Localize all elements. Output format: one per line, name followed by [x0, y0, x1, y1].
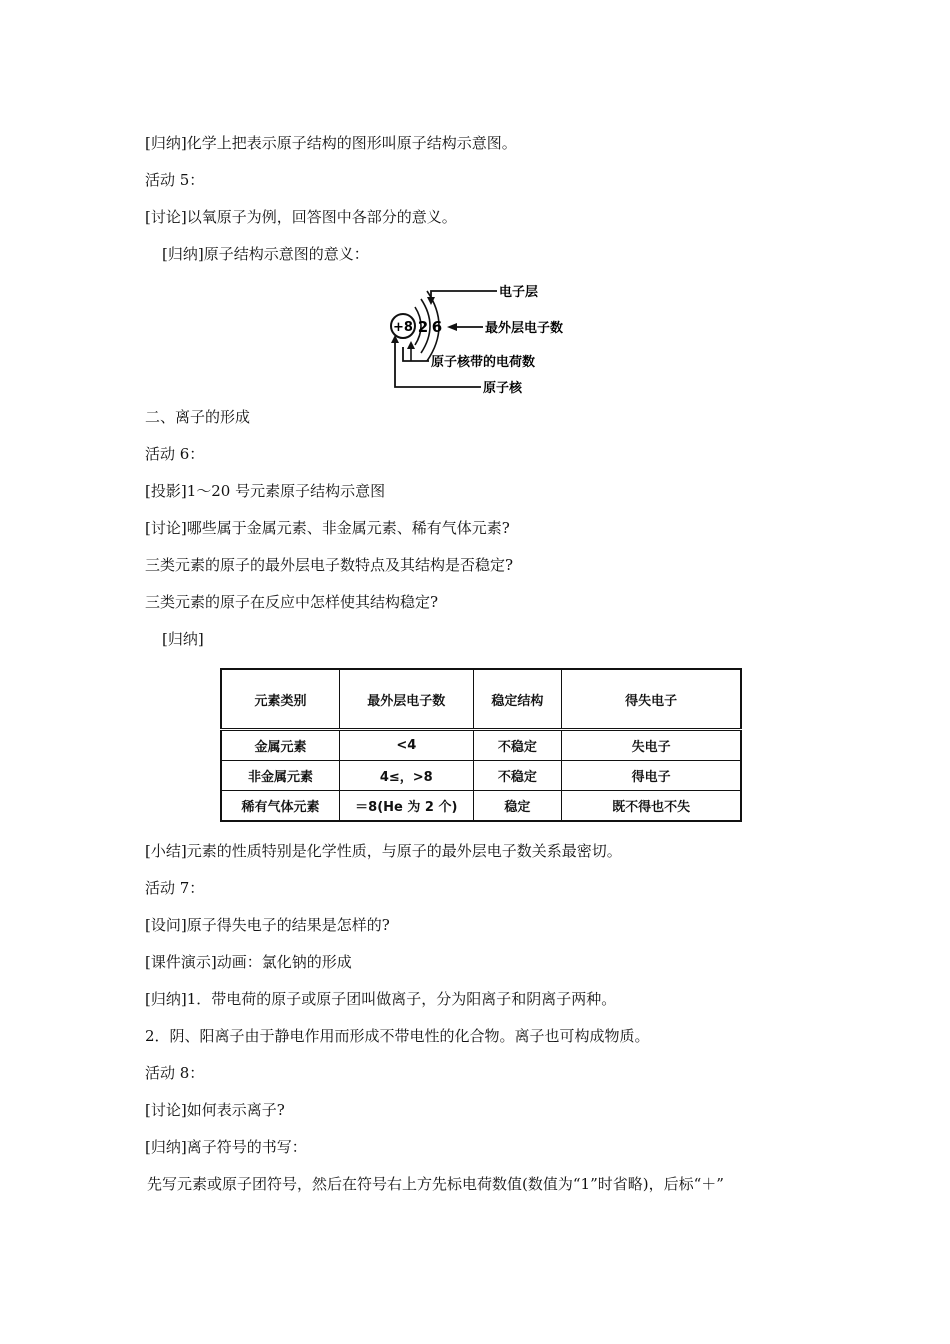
table-cell: 得电子 — [562, 761, 741, 791]
element-summary-table — [220, 668, 742, 822]
table-header-cell: 最外层电子数 — [340, 669, 474, 730]
table-cell: 不稳定 — [473, 730, 562, 761]
text-line-7: [投影]1～20 号元素原子结构示意图 — [145, 482, 386, 500]
text-line-9: 三类元素的原子的最外层电子数特点及其结构是否稳定? — [145, 556, 514, 574]
label-nucleus: 原子核 — [483, 381, 523, 396]
text-line-3: [讨论]以氧原子为例，回答图中各部分的意义。 — [145, 208, 457, 226]
text-line-activity6: 活动 6： — [145, 445, 205, 463]
label-outer-electrons: 最外层电子数 — [485, 321, 564, 336]
atom-structure-diagram — [385, 277, 585, 401]
table-cell: 4≤，>8 — [340, 761, 474, 791]
table-cell: 既不得也不失 — [562, 791, 741, 822]
label-electron-shell: 电子层 — [499, 285, 539, 300]
text-line-17: 2．阴、阳离子由于静电作用而形成不带电性的化合物。离子也可构成物质。 — [145, 1027, 650, 1045]
table-cell: ＝8(He 为 2 个) — [340, 791, 474, 822]
text-line-4: [归纳]原子结构示意图的意义： — [162, 245, 369, 263]
text-line-14: [设问]原子得失电子的结果是怎样的? — [145, 916, 390, 934]
table-header-cell: 稳定结构 — [473, 669, 562, 730]
nucleus-charge: +8 — [393, 320, 413, 335]
label-nuclear-charge: 原子核带的电荷数 — [431, 355, 536, 370]
text-line-8: [讨论]哪些属于金属元素、非金属元素、稀有气体元素? — [145, 519, 510, 537]
table-cell: 金属元素 — [221, 730, 340, 761]
text-line-1: [归纳]化学上把表示原子结构的图形叫原子结构示意图。 — [145, 134, 517, 152]
text-line-10: 三类元素的原子在反应中怎样使其结构稳定? — [145, 593, 439, 611]
table-row — [221, 730, 741, 761]
table-cell: <4 — [340, 730, 474, 761]
table-row — [221, 791, 741, 822]
table-cell: 稀有气体元素 — [221, 791, 340, 822]
text-line-19: [讨论]如何表示离子? — [145, 1101, 285, 1119]
table-cell: 失电子 — [562, 730, 741, 761]
table-row — [221, 761, 741, 791]
table-header-row — [221, 669, 741, 730]
text-line-activity8: 活动 8： — [145, 1064, 205, 1082]
text-line-15: [课件演示]动画：氯化钠的形成 — [145, 953, 352, 971]
shell-electrons-2: 6 — [431, 318, 443, 336]
table-header-cell: 得失电子 — [562, 669, 741, 730]
text-line-11: [归纳] — [162, 630, 204, 648]
table-cell: 非金属元素 — [221, 761, 340, 791]
text-line-20: [归纳]离子符号的书写： — [145, 1138, 307, 1156]
text-line-activity5: 活动 5： — [145, 171, 205, 189]
text-line-16: [归纳]1．带电荷的原子或原子团叫做离子，分为阳离子和阴离子两种。 — [145, 990, 617, 1008]
table-cell: 稳定 — [473, 791, 562, 822]
table-cell: 不稳定 — [473, 761, 562, 791]
text-line-12: [小结]元素的性质特别是化学性质，与原子的最外层电子数关系最密切。 — [145, 842, 622, 860]
text-line-21: 先写元素或原子团符号，然后在符号右上方先标电荷数值(数值为“1”时省略)，后标“＋” — [147, 1175, 724, 1193]
section-title-ions: 二、离子的形成 — [145, 408, 251, 426]
table-header-cell: 元素类别 — [221, 669, 340, 730]
shell-electrons-1: 2 — [417, 318, 429, 336]
text-line-activity7: 活动 7： — [145, 879, 205, 897]
